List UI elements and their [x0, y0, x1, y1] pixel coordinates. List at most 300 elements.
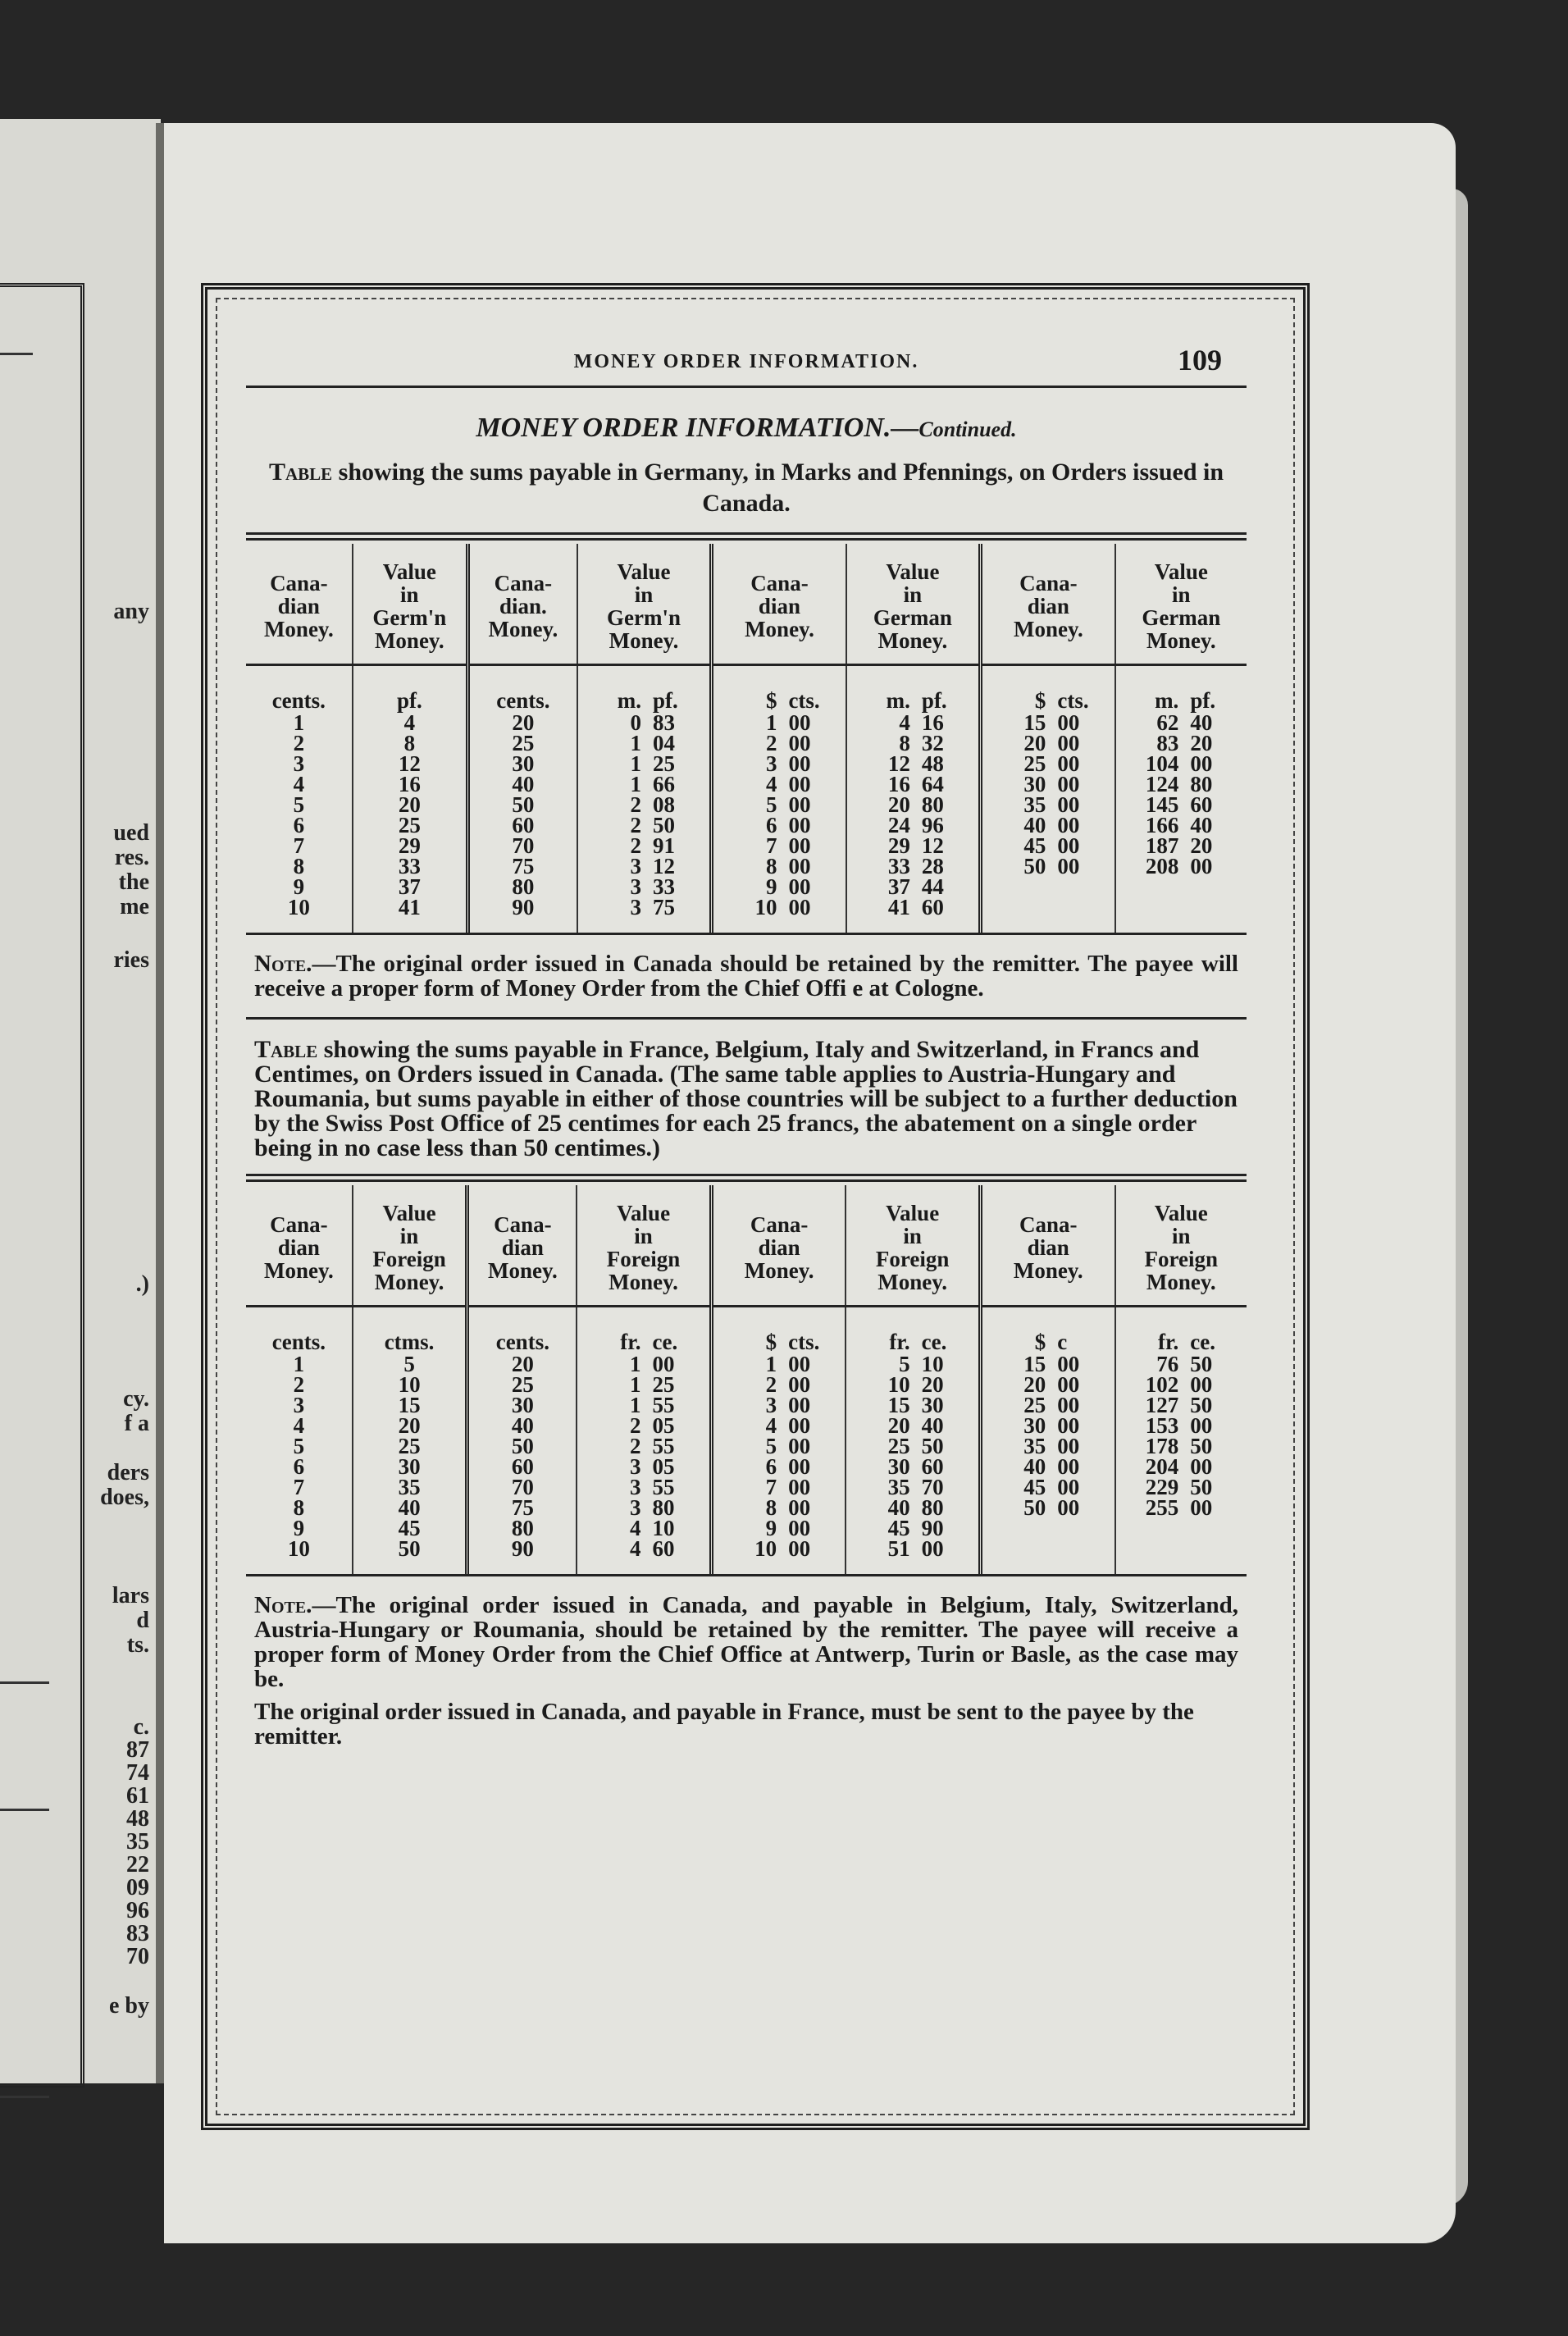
- value-row: [581, 1518, 706, 1539]
- cell-value-minor: 60: [1190, 792, 1213, 817]
- left-page-fragment: ders: [107, 1460, 149, 1485]
- cell-value: 30: [511, 1393, 534, 1417]
- cell-value-major: 35: [1023, 1434, 1046, 1458]
- cell-value: 5: [403, 1352, 415, 1376]
- cell-value-minor: 25: [652, 1372, 675, 1397]
- left-page-fragment: 09: [126, 1875, 149, 1900]
- table-column-cell: [353, 665, 468, 933]
- cell-value-major: 10: [887, 1372, 910, 1397]
- cell-value-minor: 00: [1057, 1454, 1080, 1479]
- cell-value: 1: [293, 1352, 305, 1376]
- unit-label-row: [717, 688, 841, 713]
- cell-value-minor: 80: [652, 1495, 675, 1520]
- left-page-fragment: .): [135, 1271, 149, 1297]
- cell-value-major: 41: [887, 895, 910, 919]
- cell-value-minor: 50: [921, 1434, 944, 1458]
- left-page-fragment: the: [118, 869, 149, 895]
- value-row: [581, 1536, 706, 1561]
- cell-value: 7: [293, 1475, 305, 1499]
- left-page-fragment: ries: [113, 947, 149, 973]
- unit-label: c: [1057, 1330, 1068, 1354]
- cell-value-minor: 55: [652, 1393, 675, 1417]
- cell-value-minor: 40: [1190, 813, 1213, 837]
- value-row: [986, 710, 1110, 735]
- germany-note: [254, 951, 1238, 1001]
- value-row: [986, 1354, 1111, 1375]
- cell-value-major: 2: [630, 792, 641, 817]
- cell-value-major: 127: [1145, 1393, 1179, 1417]
- cell-value: 4: [403, 710, 416, 735]
- cell-value-major: 3: [630, 1454, 641, 1479]
- cell-value: 60: [511, 1454, 534, 1479]
- unit-label: pf.: [396, 688, 422, 713]
- column-header: Cana- dian Money.: [712, 544, 846, 665]
- cell-value: 15: [398, 1393, 421, 1417]
- value-row: [717, 733, 841, 754]
- value-row: [717, 1436, 842, 1457]
- germany-money-table: [246, 544, 1247, 933]
- table-column-cell: [467, 665, 577, 933]
- cell-value-major: 35: [1023, 792, 1046, 817]
- table-column-cell: [246, 665, 353, 933]
- cell-value: 25: [512, 731, 535, 755]
- table-header-row: [246, 544, 1247, 665]
- value-row: [1119, 1413, 1243, 1438]
- value-row: [1119, 856, 1243, 877]
- cell-value: 25: [511, 1372, 534, 1397]
- cell-value-minor: 00: [788, 813, 811, 837]
- left-page-fragment: 74: [126, 1760, 149, 1786]
- value-row: [717, 874, 841, 899]
- table-column-cell: [246, 1307, 353, 1575]
- cell-value-major: 104: [1145, 751, 1179, 776]
- cell-value-minor: 50: [1190, 1393, 1213, 1417]
- cell-value-minor: 66: [652, 772, 675, 796]
- cell-value: 10: [398, 1372, 421, 1397]
- value-row: [850, 1395, 975, 1416]
- cell-value-minor: 00: [1057, 751, 1080, 776]
- cell-value-major: 40: [887, 1495, 910, 1520]
- left-page-fragment: f a: [124, 1411, 149, 1436]
- left-page-fragment: any: [113, 599, 149, 624]
- cell-value-minor: 00: [1057, 1475, 1080, 1499]
- note-text: —The original order issued in Canada should be retained by the remitter. The payee will receive a proper form of Money Order from the Chief Offi e at Cologne.: [254, 951, 1238, 1001]
- cell-value-major: 30: [1023, 1413, 1046, 1438]
- table-bottom-rule: [246, 1574, 1247, 1576]
- value-row: [986, 1477, 1111, 1498]
- cell-value-major: 5: [765, 1434, 777, 1458]
- cell-value: 1: [293, 710, 305, 735]
- cell-value: 20: [511, 1352, 534, 1376]
- value-row: [717, 815, 841, 836]
- cell-value-major: 1: [765, 710, 777, 735]
- value-row: [717, 1495, 842, 1520]
- page-number: 109: [1178, 344, 1222, 376]
- value-row: [1119, 1354, 1243, 1375]
- page-content: [246, 328, 1247, 1749]
- cell-value-minor: 05: [652, 1454, 675, 1479]
- value-row: [850, 856, 975, 877]
- value-row: [717, 774, 841, 795]
- value-row: [1119, 815, 1243, 836]
- value-row: [581, 1436, 706, 1457]
- cell-value-minor: 00: [1057, 772, 1080, 796]
- cell-value: 30: [512, 751, 535, 776]
- france-note-second: The original order issued in Canada, and payable in France, must be sent to the payee by the remitter.: [254, 1699, 1194, 1750]
- cell-value-minor: 00: [788, 895, 811, 919]
- cell-value-major: 45: [1023, 833, 1046, 858]
- cell-value-major: 16: [887, 772, 910, 796]
- table-column-cell: [712, 665, 846, 933]
- value-row: [986, 774, 1110, 795]
- cell-value-major: 9: [765, 874, 777, 899]
- cell-value-minor: 50: [652, 813, 675, 837]
- cell-value: 2: [293, 731, 305, 755]
- table-top-rule: [246, 1174, 1247, 1182]
- unit-label-row: [1119, 1332, 1243, 1353]
- value-row: [1119, 1477, 1243, 1498]
- cell-value-minor: 50: [1190, 1352, 1213, 1376]
- column-header: Cana- dian Money.: [246, 544, 353, 665]
- cell-value-major: 76: [1156, 1352, 1179, 1376]
- france-money-table: [246, 1185, 1247, 1574]
- cell-value-major: 1: [630, 1393, 641, 1417]
- running-head: MONEY ORDER INFORMATION.: [573, 351, 919, 372]
- column-header: Value in Germ'n Money.: [577, 544, 712, 665]
- cell-value-minor: 64: [921, 772, 944, 796]
- value-row: [581, 1495, 706, 1520]
- table-column-cell: [577, 665, 712, 933]
- cell-value: 16: [398, 772, 421, 796]
- cell-value-minor: 60: [652, 1536, 675, 1561]
- cell-value: 40: [511, 1413, 534, 1438]
- cell-value: 35: [398, 1475, 421, 1499]
- left-page-fragment: 48: [126, 1806, 149, 1832]
- left-page-fragment: 22: [126, 1852, 149, 1877]
- column-header: Cana- dian Money.: [467, 1185, 577, 1307]
- left-page-fragment: e by: [109, 1993, 149, 2019]
- cell-value-minor: 40: [1190, 710, 1213, 735]
- cell-value-minor: 00: [788, 1393, 811, 1417]
- value-row: [850, 1454, 975, 1479]
- cell-value-major: 25: [1023, 1393, 1046, 1417]
- cell-value-minor: 00: [1057, 1372, 1080, 1397]
- cell-value-minor: 70: [921, 1475, 944, 1499]
- value-row: [581, 710, 706, 735]
- unit-label: ce.: [921, 1330, 947, 1354]
- cell-value: 10: [287, 1536, 310, 1561]
- value-row: [1119, 833, 1243, 858]
- cell-value-major: 145: [1145, 792, 1179, 817]
- unit-label: cts.: [788, 688, 820, 713]
- cell-value-major: 4: [899, 710, 910, 735]
- cell-value-major: 20: [887, 792, 910, 817]
- value-row: [850, 774, 975, 795]
- value-row: [850, 833, 975, 858]
- cell-value-minor: 12: [921, 833, 944, 858]
- cell-value-major: 255: [1145, 1495, 1179, 1520]
- cell-value: 25: [398, 1434, 421, 1458]
- table-body-row: [246, 665, 1247, 933]
- table-column-cell: [353, 1307, 467, 1575]
- cell-value-minor: 00: [788, 772, 811, 796]
- value-row: [986, 1436, 1111, 1457]
- unit-label: pf.: [1190, 688, 1216, 713]
- left-page-fragment: 35: [126, 1829, 149, 1855]
- cell-value: 40: [512, 772, 535, 796]
- cell-value: 37: [398, 874, 421, 899]
- cell-value-minor: 00: [1057, 833, 1080, 858]
- cell-value-minor: 48: [921, 751, 944, 776]
- table-header-row: [246, 1185, 1247, 1307]
- cell-value-minor: 55: [652, 1434, 675, 1458]
- left-page-fragment: cy.: [123, 1386, 149, 1412]
- unit-label: $: [765, 1330, 777, 1354]
- unit-label: $: [1034, 688, 1046, 713]
- column-header: Value in German Money.: [1115, 544, 1247, 665]
- left-page-fragment: 96: [126, 1898, 149, 1923]
- caption-text: showing the sums payable in France, Belgium, Italy and Switzerland, in Francs and Centimes, on Orders issued in Canada. (The same table applies to Austria-Hungary and Roumania, but sums payable in either of those countries will be subject to a further deduction by the Swiss Post Office of 25 centimes for each 25 francs, the abatement on a single order being in no case less than 50 centimes.): [254, 1036, 1238, 1161]
- cell-value-major: 20: [1023, 1372, 1046, 1397]
- value-row: [581, 856, 706, 877]
- cell-value-major: 5: [899, 1352, 910, 1376]
- value-row: [717, 897, 841, 918]
- cell-value: 90: [512, 895, 535, 919]
- cell-value-minor: 00: [921, 1536, 944, 1561]
- left-page-fragment: res.: [114, 845, 149, 870]
- cell-value-major: 29: [887, 833, 910, 858]
- cell-value-major: 20: [1023, 731, 1046, 755]
- caption-lead: Table: [254, 1036, 318, 1063]
- table-bottom-rule: [246, 933, 1247, 935]
- cell-value-minor: 00: [788, 792, 811, 817]
- cell-value-major: 40: [1023, 1454, 1046, 1479]
- value-row: [717, 1518, 842, 1539]
- value-row: [850, 792, 975, 817]
- value-row: [717, 1372, 842, 1397]
- cell-value: 9: [293, 1516, 305, 1540]
- unit-label: cts.: [1057, 688, 1089, 713]
- value-row: [986, 1495, 1111, 1520]
- cell-value-major: 83: [1156, 731, 1179, 755]
- value-row: [850, 733, 975, 754]
- cell-value: 41: [398, 895, 421, 919]
- value-row: [850, 897, 975, 918]
- table-column-cell: [981, 665, 1115, 933]
- value-row: [581, 874, 706, 899]
- cell-value-major: 7: [765, 833, 777, 858]
- cell-value-major: 208: [1145, 854, 1179, 878]
- cell-value-minor: 00: [788, 1536, 811, 1561]
- cell-value: 8: [293, 854, 305, 878]
- value-row: [986, 1372, 1111, 1397]
- germany-table-caption: [254, 457, 1238, 519]
- cell-value-minor: 00: [788, 833, 811, 858]
- cell-value-minor: 00: [788, 854, 811, 878]
- table-column-cell: [846, 1307, 980, 1575]
- value-row: [581, 751, 706, 776]
- value-row: [717, 1454, 842, 1479]
- cell-value: 33: [398, 854, 421, 878]
- cell-value: 3: [293, 751, 305, 776]
- cell-value: 70: [511, 1475, 534, 1499]
- left-page-fragment: d: [136, 1608, 149, 1633]
- value-row: [1119, 792, 1243, 817]
- cell-value-minor: 00: [788, 1475, 811, 1499]
- cell-value-major: 33: [887, 854, 910, 878]
- cell-value-minor: 80: [921, 792, 944, 817]
- cell-value-major: 178: [1145, 1434, 1179, 1458]
- cell-value-minor: 00: [652, 1352, 675, 1376]
- cell-value-minor: 30: [921, 1393, 944, 1417]
- value-row: [581, 774, 706, 795]
- value-row: [581, 1395, 706, 1416]
- table-body-row: [246, 1307, 1247, 1575]
- left-page-fragment: 87: [126, 1737, 149, 1763]
- cell-value-minor: 08: [652, 792, 675, 817]
- cell-value-major: 2: [765, 1372, 777, 1397]
- value-row: [1119, 1395, 1243, 1416]
- cell-value-minor: 00: [1057, 1495, 1080, 1520]
- cell-value-major: 45: [887, 1516, 910, 1540]
- unit-label-row: [850, 688, 975, 713]
- cell-value-major: 153: [1145, 1413, 1179, 1438]
- cell-value-major: 3: [765, 751, 777, 776]
- cell-value-major: 45: [1023, 1475, 1046, 1499]
- cell-value: 50: [511, 1434, 534, 1458]
- unit-label: cents.: [271, 688, 326, 713]
- cell-value-minor: 00: [788, 1372, 811, 1397]
- cell-value-major: 8: [765, 854, 777, 878]
- cell-value: 30: [398, 1454, 421, 1479]
- cell-value-minor: 32: [921, 731, 944, 755]
- unit-label: fr.: [889, 1330, 910, 1354]
- value-row: [986, 833, 1110, 858]
- unit-label-row: [986, 1332, 1111, 1353]
- cell-value-minor: 00: [788, 710, 811, 735]
- left-page-fragment: ued: [113, 820, 149, 846]
- cell-value-major: 20: [887, 1413, 910, 1438]
- note-lead: Note.: [254, 1592, 312, 1618]
- cell-value: 29: [398, 833, 421, 858]
- value-row: [581, 1454, 706, 1479]
- cell-value-major: 15: [887, 1393, 910, 1417]
- table-column-cell: [467, 1307, 577, 1575]
- cell-value-minor: 20: [1190, 731, 1213, 755]
- value-row: [1119, 1454, 1243, 1479]
- cell-value-major: 15: [1023, 1352, 1046, 1376]
- cell-value-major: 40: [1023, 813, 1046, 837]
- value-row: [581, 733, 706, 754]
- cell-value-minor: 80: [1190, 772, 1213, 796]
- left-page-border: [0, 283, 84, 2087]
- cell-value-major: 4: [630, 1536, 641, 1561]
- value-row: [1119, 774, 1243, 795]
- cell-value-major: 50: [1023, 1495, 1046, 1520]
- value-row: [850, 1372, 975, 1397]
- value-row: [850, 1354, 975, 1375]
- cell-value: 2: [293, 1372, 305, 1397]
- cell-value-major: 15: [1023, 710, 1046, 735]
- cell-value: 12: [398, 751, 421, 776]
- cell-value-major: 51: [887, 1536, 910, 1561]
- cell-value: 3: [293, 1393, 305, 1417]
- value-row: [717, 710, 841, 735]
- cell-value-minor: 00: [1057, 813, 1080, 837]
- unit-label: pf.: [652, 688, 678, 713]
- cell-value: 4: [293, 772, 305, 796]
- cell-value-major: 3: [630, 1495, 641, 1520]
- unit-label: pf.: [921, 688, 947, 713]
- left-page-fragment: 61: [126, 1783, 149, 1809]
- cell-value-minor: 00: [788, 1454, 811, 1479]
- unit-label: cents.: [495, 1330, 549, 1354]
- cell-value-major: 3: [630, 895, 641, 919]
- unit-label: cents.: [496, 688, 550, 713]
- cell-value-major: 0: [630, 710, 641, 735]
- cell-value-minor: 00: [788, 731, 811, 755]
- value-row: [986, 733, 1110, 754]
- cell-value-minor: 00: [788, 1413, 811, 1438]
- left-facing-page: [0, 119, 161, 2083]
- value-row: [986, 792, 1110, 817]
- cell-value: 20: [512, 710, 535, 735]
- cell-value-minor: 90: [921, 1516, 944, 1540]
- cell-value-major: 3: [630, 874, 641, 899]
- value-row: [1119, 733, 1243, 754]
- cell-value: 7: [293, 833, 305, 858]
- unit-label: fr.: [1158, 1330, 1179, 1354]
- column-header: Cana- dian Money.: [981, 544, 1115, 665]
- value-row: [850, 1477, 975, 1498]
- cell-value: 20: [398, 1413, 421, 1438]
- cell-value: 10: [287, 895, 310, 919]
- cell-value-major: 10: [754, 895, 777, 919]
- cell-value-minor: 20: [921, 1372, 944, 1397]
- cell-value-minor: 83: [652, 710, 675, 735]
- left-page-rule: [0, 2096, 49, 2098]
- left-page-rule: [0, 1809, 49, 1811]
- cell-value-minor: 33: [652, 874, 675, 899]
- value-row: [850, 751, 975, 776]
- cell-value-major: 6: [765, 813, 777, 837]
- cell-value-minor: 20: [1190, 833, 1213, 858]
- cell-value-major: 4: [765, 772, 777, 796]
- cell-value-minor: 00: [1057, 1393, 1080, 1417]
- cell-value: 50: [398, 1536, 421, 1561]
- cell-value-major: 62: [1156, 710, 1179, 735]
- cell-value: 90: [511, 1536, 534, 1561]
- cell-value-major: 37: [887, 874, 910, 899]
- cell-value-major: 6: [765, 1454, 777, 1479]
- cell-value-minor: 60: [921, 895, 944, 919]
- table-column-cell: [577, 1307, 711, 1575]
- table-column-cell: [980, 1307, 1114, 1575]
- value-row: [1119, 751, 1243, 776]
- cell-value-minor: 50: [1190, 1475, 1213, 1499]
- cell-value-major: 1: [765, 1352, 777, 1376]
- column-header: Cana- dian Money.: [980, 1185, 1114, 1307]
- column-header: Cana- dian. Money.: [467, 544, 577, 665]
- cell-value-major: 9: [765, 1516, 777, 1540]
- value-row: [850, 1518, 975, 1539]
- cell-value-minor: 04: [652, 731, 675, 755]
- value-row: [986, 856, 1110, 877]
- cell-value: 80: [511, 1516, 534, 1540]
- left-page-rule: [0, 1681, 49, 1684]
- value-row: [986, 1395, 1111, 1416]
- value-row: [581, 792, 706, 817]
